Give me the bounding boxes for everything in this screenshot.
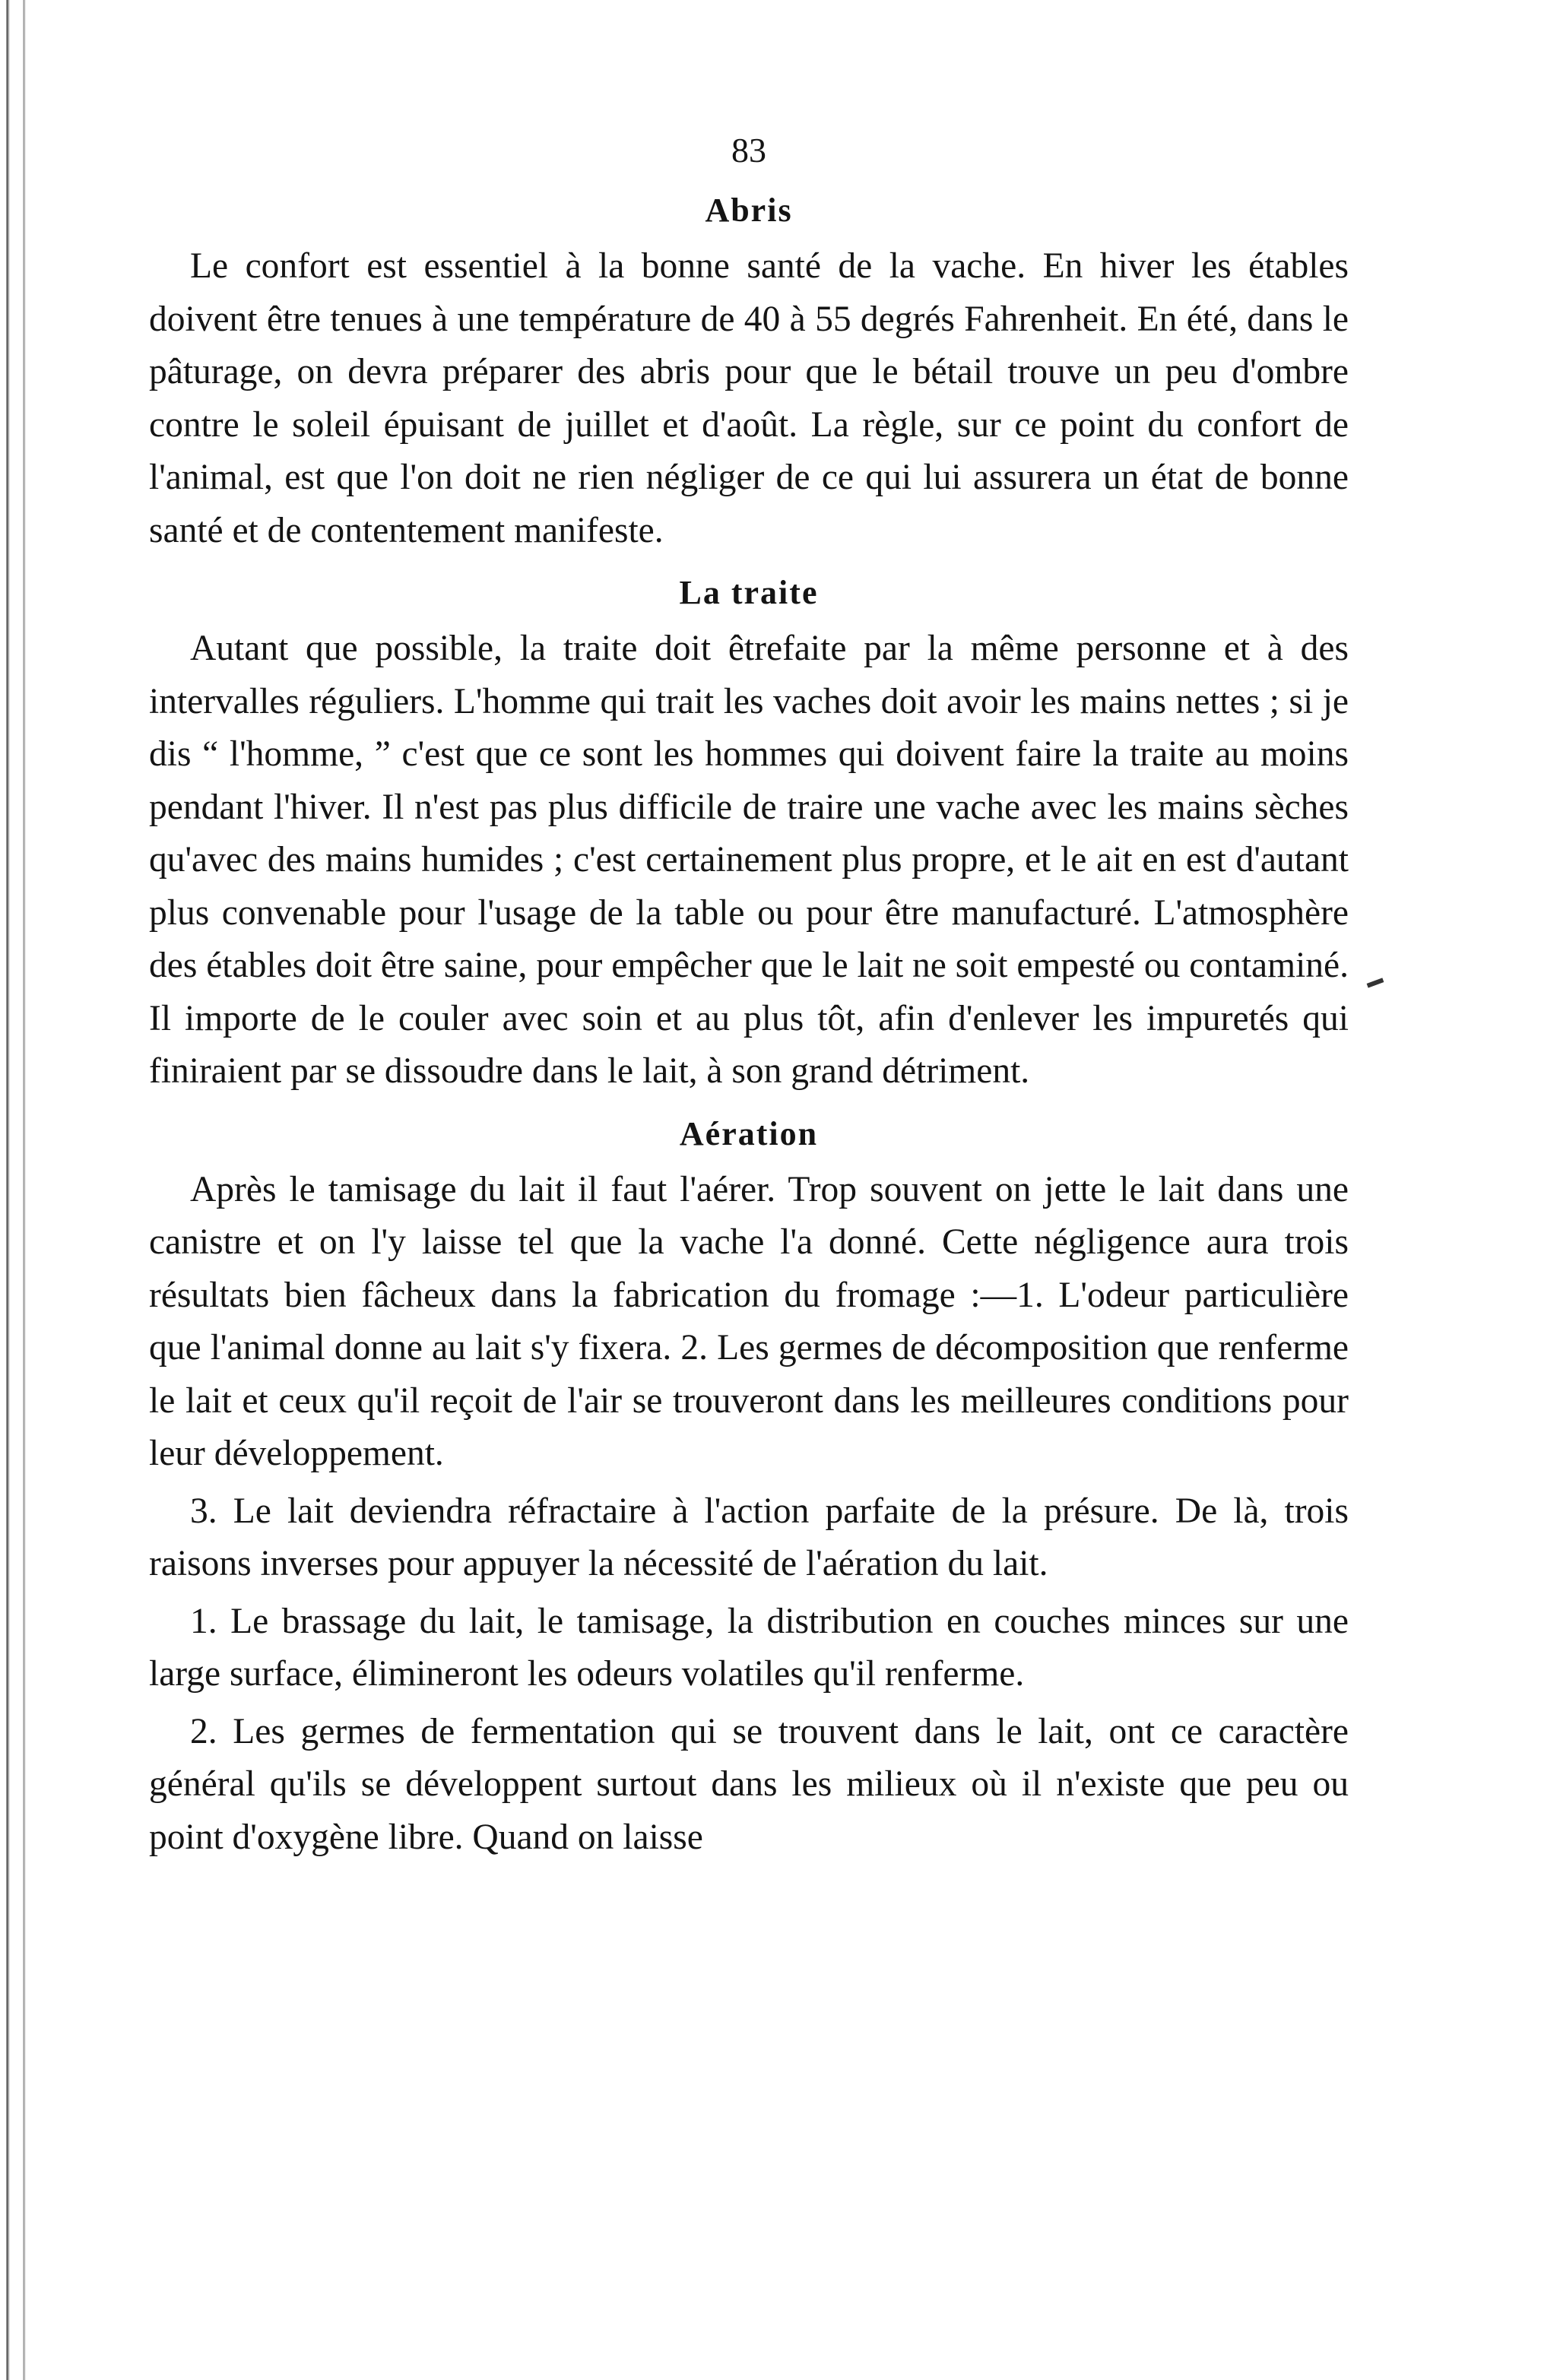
paragraph-aeration-1: Après le tamisage du lait il faut l'aérer. Trop souvent on jette le lait dans une canistre et on l'y laisse tel que la vache l'a donné. Cette négligence aura trois résultats bien fâcheux dans la fabrication du fromage :—1. L'odeur particulière que l'animal donne au lait s'y fixera. 2. Les germes de décomposition que renferme le lait et ceux qu'il reçoit de l'air se trouveront dans les meilleures conditions pour leur développement.: [149, 1169, 1349, 1473]
section-title-abris: Abris: [705, 192, 793, 229]
page-number: 83: [731, 131, 766, 170]
document-page: [149, 128, 1349, 1868]
section-title-aeration: Aération: [679, 1114, 819, 1152]
paragraph-aeration-4: 2. Les germes de fermentation qui se trouvent dans le lait, ont ce caractère général qu'ils se développent surtout dans les milieux où il n'existe que peu ou point d'oxygène libre. Quand on laisse: [149, 1711, 1349, 1857]
paragraph-aeration-3: 1. Le brassage du lait, le tamisage, la distribution en couches minces sur une large surface, élimineront les odeurs volatiles qu'il renferme.: [149, 1601, 1349, 1694]
section-title-traite: La traite: [679, 574, 819, 611]
scanned-page-edge: [0, 0, 44, 2380]
paragraph-abris-1: Le confort est essentiel à la bonne santé de la vache. En hiver les étables doivent être tenues à une température de 40 à 55 degrés Fahrenheit. En été, dans le pâturage, on devra préparer des abris pour que le bétail trouve un peu d'ombre contre le soleil épuisant de juillet et d'août. La règle, sur ce point du confort de l'animal, est que l'on doit ne rien négliger de ce qui lui assurera un état de bonne santé et de contentement manifeste.: [149, 246, 1349, 550]
paragraph-traite-1: Autant que possible, la traite doit êtrefaite par la même personne et à des intervalles réguliers. L'homme qui trait les vaches doit avoir les mains nettes ; si je dis “ l'homme, ” c'est que ce sont les hommes qui doivent faire la traite au moins pendant l'hiver. Il n'est pas plus difficile de traire une vache avec les mains sèches qu'avec des mains humides ; c'est certainement plus propre, et le ait en est d'autant plus convenable pour l'usage de la table ou pour être manufacturé. L'atmosphère des étables doit être saine, pour empêcher que le lait ne soit empesté ou contaminé. Il importe de le couler avec soin et au plus tôt, afin d'enlever les impuretés qui finiraient par se dissoudre dans le lait, à son grand détriment.: [149, 629, 1349, 1091]
paragraph-aeration-2: 3. Le lait deviendra réfractaire à l'action parfaite de la présure. De là, trois raisons inverses pour appuyer la nécessité de l'aération du lait.: [149, 1491, 1349, 1583]
margin-mark: [1367, 978, 1384, 987]
